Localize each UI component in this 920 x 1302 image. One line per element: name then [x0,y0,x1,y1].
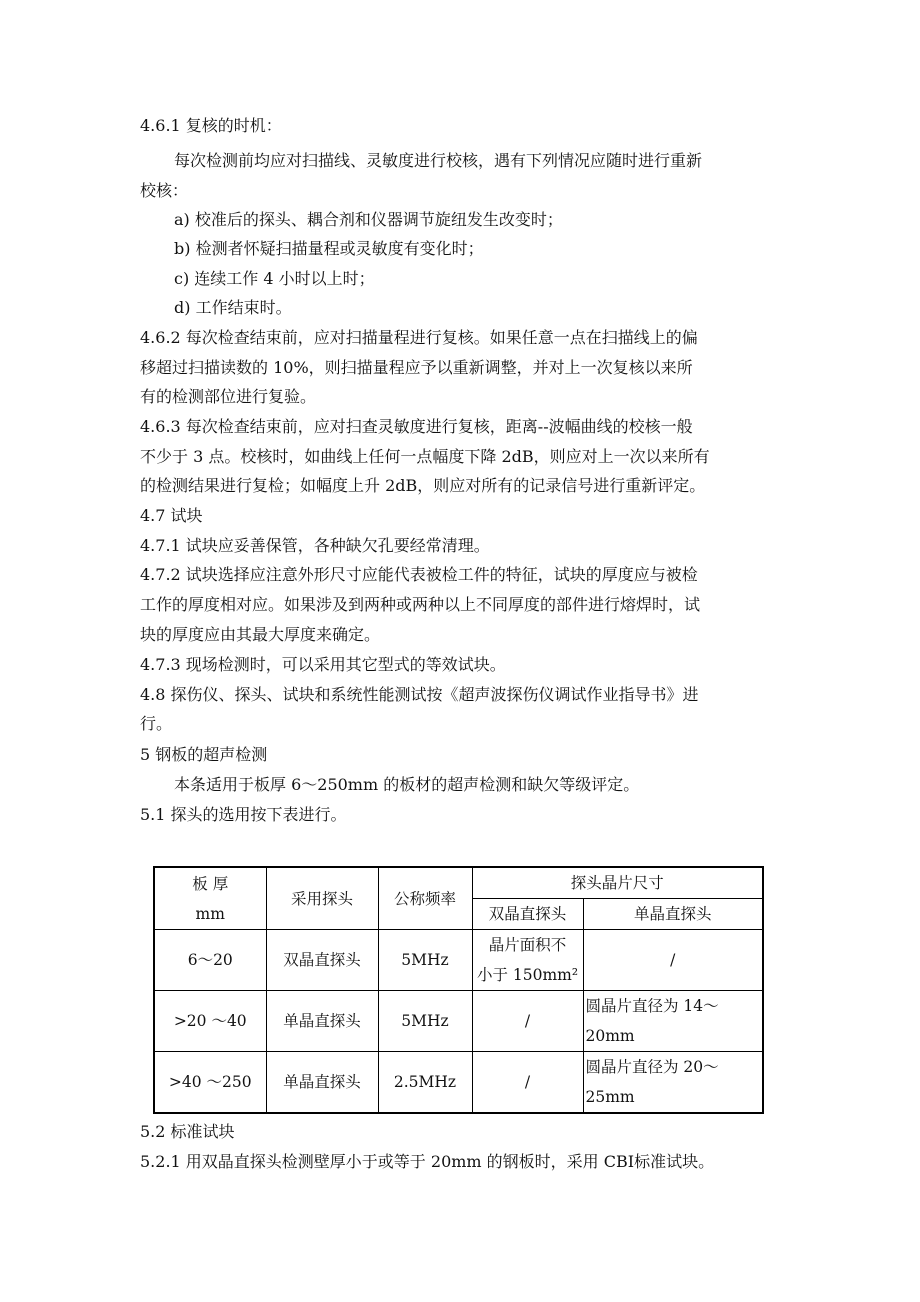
section-47-heading: 4.7 试块 [140,506,203,525]
para-473: 4.7.3 现场检测时，可以采用其它型式的等效试块。 [140,655,506,674]
list-item-b: b) 检测者怀疑扫描量程或灵敏度有变化时； [174,239,484,258]
section-52-heading: 5.2 标准试块 [140,1122,235,1141]
cell-thickness: >20 ～40 [154,991,266,1052]
para-48-line-2: 行。 [140,714,173,733]
para-463-line-3: 的检测结果进行复检；如幅度上升 2dB，则应对所有的记录信号进行重新评定。 [140,476,706,495]
para-51: 5.1 探头的选用按下表进行。 [140,805,347,824]
para-463-line-2: 不少于 3 点。校核时，如曲线上任何一点幅度下降 2dB，则应对上一次以来所有 [140,447,710,466]
cell-probe: 双晶直探头 [266,930,378,991]
probe-selection-table [153,866,764,1114]
cell-single: / [583,930,763,991]
header-probe: 采用探头 [266,867,378,930]
header-frequency: 公称频率 [378,867,472,930]
para-5-scope: 本条适用于板厚 6～250mm 的板材的超声检测和缺欠等级评定。 [174,775,640,794]
para-472-line-1: 4.7.2 试块选择应注意外形尺寸应能代表被检工件的特征，试块的厚度应与被检 [140,565,698,584]
table-row [154,1052,763,1114]
cell-frequency: 5MHz [378,991,472,1052]
para-461-heading: 4.6.1 复核的时机： [140,116,282,135]
table-row [154,930,763,991]
cell-thickness: 6～20 [154,930,266,991]
cell-dual: / [472,1052,583,1114]
para-471: 4.7.1 试块应妥善保管，各种缺欠孔要经常清理。 [140,536,490,555]
para-462-line-3: 有的检测部位进行复验。 [140,387,317,406]
para-472-line-3: 块的厚度应由其最大厚度来确定。 [140,625,381,644]
cell-probe: 单晶直探头 [266,1052,378,1114]
cell-dual: 晶片面积不 小于 150mm² [472,930,583,991]
list-item-a: a) 校准后的探头、耦合剂和仪器调节旋纽发生改变时； [174,210,563,229]
cell-frequency: 5MHz [378,930,472,991]
para-461-text-1: 每次检测前均应对扫描线、灵敏度进行校核，遇有下列情况应随时进行重新 [174,151,703,170]
cell-single: 圆晶片直径为 20～ 25mm [583,1052,763,1114]
cell-dual: / [472,991,583,1052]
header-single-probe: 单晶直探头 [583,899,763,930]
section-5-heading: 5 钢板的超声检测 [140,745,268,764]
para-48-line-1: 4.8 探伤仪、探头、试块和系统性能测试按《超声波探伤仪调试作业指导书》进 [140,685,699,704]
table-row [154,991,763,1052]
header-dual-probe: 双晶直探头 [472,899,583,930]
header-crystal-size: 探头晶片尺寸 [472,867,763,899]
para-461-text-2: 校核： [140,181,189,200]
para-472-line-2: 工作的厚度相对应。如果涉及到两种或两种以上不同厚度的部件进行熔焊时，试 [140,595,701,614]
list-item-c: c) 连续工作 4 小时以上时； [174,269,375,288]
list-item-d: d) 工作结束时。 [174,298,292,317]
cell-single: 圆晶片直径为 14～ 20mm [583,991,763,1052]
para-462-line-1: 4.6.2 每次检查结束前，应对扫描量程进行复核。如果任意一点在扫描线上的偏 [140,328,698,347]
para-462-line-2: 移超过扫描读数的 10%，则扫描量程应予以重新调整，并对上一次复核以来所 [140,358,693,377]
cell-thickness: >40 ～250 [154,1052,266,1114]
header-thickness: 板 厚 mm [154,867,266,930]
para-521: 5.2.1 用双晶直探头检测壁厚小于或等于 20mm 的钢板时，采用 CBⅠ标准试块。 [140,1152,715,1171]
cell-probe: 单晶直探头 [266,991,378,1052]
para-463-line-1: 4.6.3 每次检查结束前，应对扫查灵敏度进行复核，距离--波幅曲线的校核一般 [140,417,693,436]
cell-frequency: 2.5MHz [378,1052,472,1114]
